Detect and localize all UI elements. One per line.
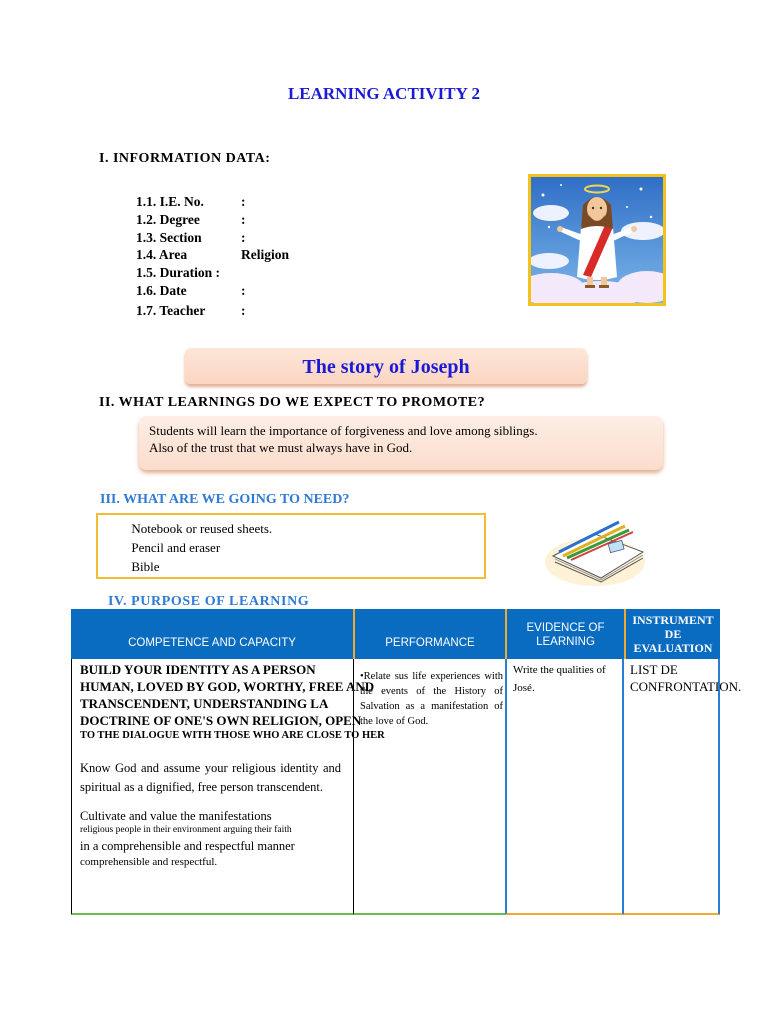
performance-cell: •Relate sus life experiences with the events of the History of Salvation as a manifestation of the love of God. (353, 659, 505, 915)
header-instrument: INSTRUMENT DE EVALUATION (624, 609, 720, 659)
expected-learning-box (139, 416, 663, 470)
info-item: 1.3. Section : (136, 230, 246, 245)
info-item: 1.2. Degree : (136, 212, 246, 227)
list-item: Bible (118, 559, 147, 574)
info-item: 1.7. Teacher : (136, 303, 246, 318)
info-item: 1.6. Date : (136, 283, 246, 298)
story-title: The story of Joseph (185, 348, 587, 384)
jesus-illustration (528, 174, 666, 306)
header-competence: COMPETENCE AND CAPACITY (71, 609, 353, 659)
expected-learning-line: Also of the trust that we must always have in God. (149, 440, 413, 455)
section-expect-heading: II. WHAT LEARNINGS DO WE EXPECT TO PROMOTE? (99, 395, 486, 410)
instrument-cell: LIST DE CONFRONTATION. (624, 659, 720, 915)
info-item: 1.4. Area Religion (136, 247, 290, 262)
evidence-cell: Write the qualities of José. (505, 659, 624, 915)
competence-cell: BUILD YOUR IDENTITY AS A PERSON HUMAN, LOVED BY GOD, WORTHY, FREE AND TRANSCENDENT, UNDERSTANDING LA DOCTRINE OF ONE'S OWN RELIGION, OPEN TO THE DIALOGUE WITH THOSE WHO ARE CLOSE TO HER Know God and assume your religious identity and spiritual as a dignified, free person transcendent. Cultivate and value the manifestations religious people in their environment arguing their faith in a comprehensible and respectful manner comprehensible and respectful. (71, 659, 353, 915)
expected-learning-line: Students will learn the importance of forgiveness and love among siblings. (149, 423, 538, 438)
header-evidence: EVIDENCE OF LEARNING (505, 609, 624, 659)
purpose-table (71, 609, 742, 915)
header-performance: PERFORMANCE (353, 609, 505, 659)
materials-list (96, 513, 486, 579)
notebook-pencils-illustration (543, 512, 647, 588)
section-need-heading: III. WHAT ARE WE GOING TO NEED? (100, 492, 350, 507)
page-title: LEARNING ACTIVITY 2 (287, 84, 481, 103)
list-item: Pencil and eraser (118, 540, 207, 555)
section-information-heading: I. INFORMATION DATA: (99, 151, 271, 166)
section-purpose-heading: IV. PURPOSE OF LEARNING (108, 594, 310, 609)
info-item: 1.5. Duration : (136, 265, 220, 280)
info-item: 1.1. I.E. No. : (136, 194, 246, 209)
list-item: Notebook or reused sheets. (118, 521, 259, 536)
